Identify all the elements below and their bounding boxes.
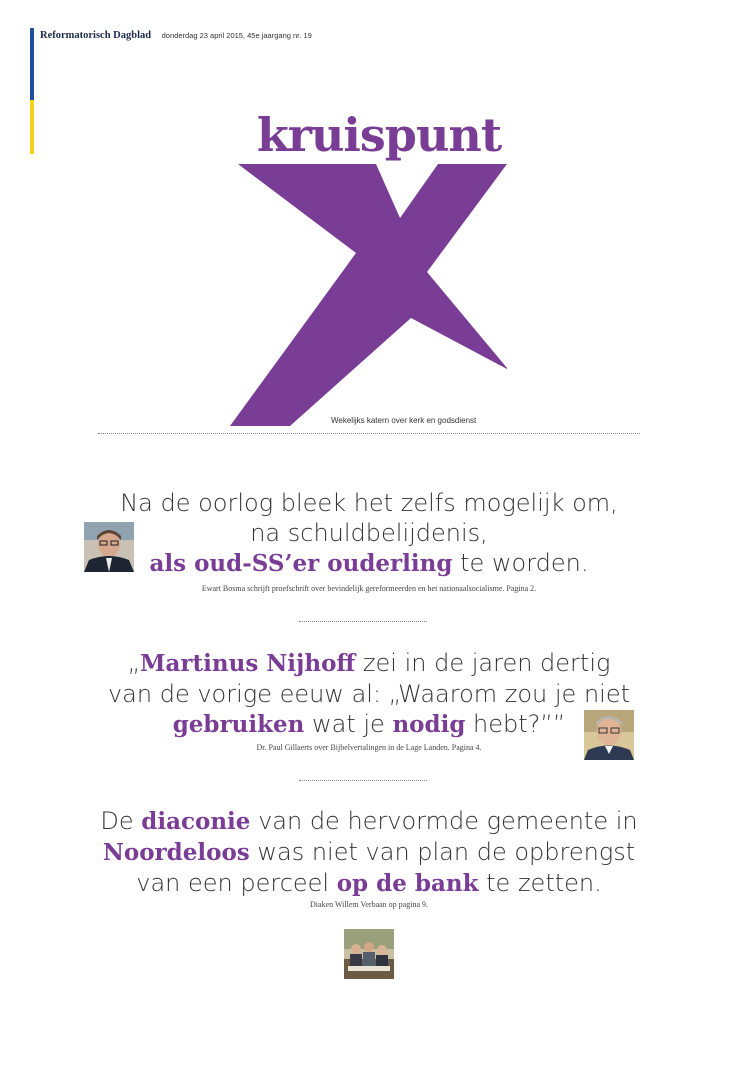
masthead xyxy=(40,30,312,41)
quote-2-text-2: wat je xyxy=(304,710,393,738)
quote-2-text-1: zei in de jaren dertig xyxy=(355,649,611,677)
quote-1-line-3 xyxy=(60,548,678,579)
quote-3-text-2: van de hervormde gemeente in xyxy=(250,807,638,835)
quote-3-highlight-3: op de bank xyxy=(336,870,479,897)
cross-logo-icon xyxy=(230,164,510,426)
quote-2-text-3: hebt?”” xyxy=(465,710,566,738)
quote-3-highlight-2: Noordeloos xyxy=(102,839,250,866)
quote-3 xyxy=(60,806,678,899)
quote-3-line-2 xyxy=(60,837,678,868)
divider-top xyxy=(98,433,640,434)
quote-1-text: te worden. xyxy=(452,549,589,577)
quote-2-highlight-3: nodig xyxy=(392,711,466,738)
quote-2-highlight-2: gebruiken xyxy=(172,711,305,738)
masthead-stripe-blue xyxy=(30,28,34,100)
quote-1 xyxy=(60,488,678,579)
section-tagline: Wekelijks katern over kerk en godsdienst xyxy=(331,416,477,425)
quote-2-line-2: van de vorige eeuw al: „Waarom zou je niet xyxy=(107,680,631,708)
divider-1 xyxy=(299,621,427,622)
quote-2-caption: Dr. Paul Gillaerts over Bijbelvertalingen in de Lage Landen. Pagina 4. xyxy=(256,743,482,752)
quote-2-highlight-1: Martinus Nijhoff xyxy=(140,650,356,677)
dateline: donderdag 23 april 2015, 45e jaargang nr. 19 xyxy=(161,31,312,40)
quote-3-text-5: te zetten. xyxy=(478,869,602,897)
quote-3-text-3: was niet van plan de opbrengst xyxy=(249,838,636,866)
quote-3-line-3 xyxy=(60,868,678,899)
quote-2-open-mark: „ xyxy=(127,649,141,677)
quote-1-highlight: als oud-SS’er ouderling xyxy=(149,550,453,577)
quote-3-text-4: van een perceel xyxy=(136,869,337,897)
group-photo-diaconie xyxy=(344,929,394,979)
quote-2-line-1 xyxy=(60,648,678,679)
divider-2 xyxy=(299,780,427,781)
quote-1-line-2: na schuldbelijdenis, xyxy=(250,519,488,547)
newspaper-name: Reformatorisch Dagblad xyxy=(40,30,152,41)
quote-3-line-1 xyxy=(60,806,678,837)
quote-3-caption: Diaken Willem Verbaan op pagina 9. xyxy=(309,900,428,909)
section-title: kruispunt xyxy=(256,108,502,162)
quote-3-highlight-1: diaconie xyxy=(141,808,251,835)
portrait-photo-gillaerts xyxy=(584,710,634,760)
portrait-photo-bosma xyxy=(84,522,134,572)
quote-1-line-1: Na de oorlog bleek het zelfs mogelijk om, xyxy=(120,489,618,517)
quote-3-text-1: De xyxy=(100,807,142,835)
quote-1-caption: Ewart Bosma schrijft proefschrift over bevindelijk gereformeerden en het nationaalsocialisme. Pagina 2. xyxy=(201,584,537,593)
